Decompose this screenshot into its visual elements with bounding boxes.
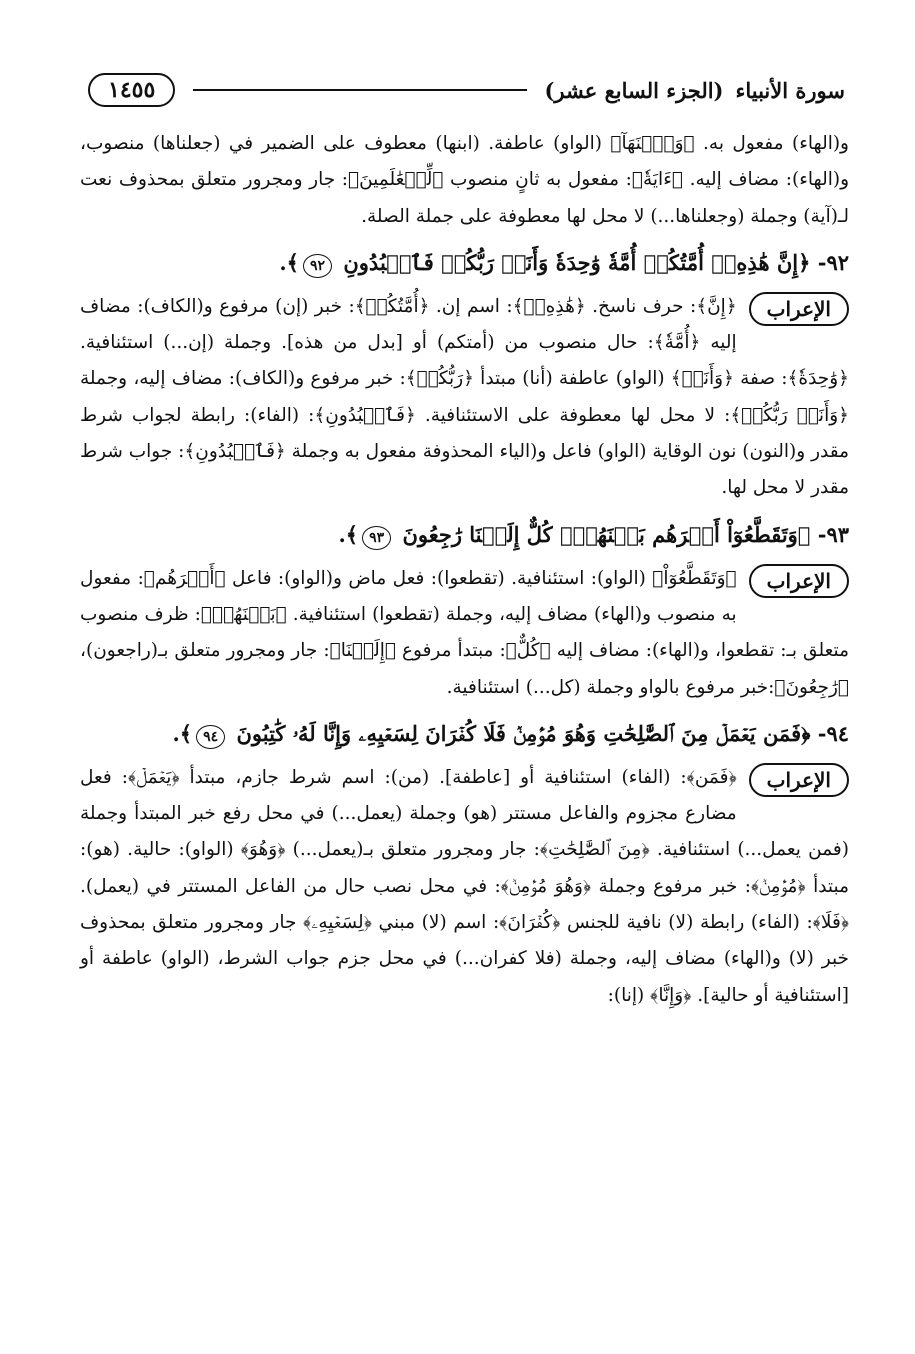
verse-close: ﴾. [338,521,359,547]
verse-92 [80,243,849,283]
verse-text: ﴿وَتَقَطَّعُوٓاْ أَمۡرَهُم بَيۡنَهُمۡۖ كُلٌّ إِلَيۡنَا رَٰجِعُونَ [402,521,811,547]
verse-text: ﴿إِنَّ هَٰذِهِۦٓ أُمَّتُكُمۡ أُمَّةٗ وَٰحِدَةٗ وَأَنَا۠ رَبُّكُمۡ فَٱعۡبُدُونِ [343,249,811,275]
verse-number: ٩٣- [817,521,849,547]
irab-badge: الإعراب [749,292,849,326]
page-number: ١٤٥٥ [88,73,175,107]
irab-badge: الإعراب [749,564,849,598]
page-body [80,126,849,1020]
irab-section-92 [80,289,849,507]
header-rule [193,89,526,91]
ayah-end-marker-icon: ٩٣ [362,526,391,550]
verse-number: ٩٢- [817,249,849,275]
irab-badge: الإعراب [749,763,849,797]
surah-name: سورة الأنبياء [735,77,845,103]
header-title [545,78,846,103]
paragraph-continuation: و(الهاء) مفعول به. ﴿وَٱبۡنَهَآ﴾ (الواو) عاطفة. (ابنها) معطوف على الضمير في (جعلناها) منصوب، و(الهاء): مضاف إليه. ﴿ءَايَةٗ﴾: مفعول به ثانٍ منصوب ﴿لِّلۡعَٰلَمِينَ﴾: جار ومجرور متعلق بمحذوف نعت لـ(آية) وجملة (وجعلناها...) لا محل لها معطوفة على جملة الصلة. [80,133,849,227]
verse-93 [80,515,849,555]
verse-text: ﴿فَمَن يَعۡمَلۡ مِنَ ٱلصَّٰلِحَٰتِ وَهُوَ مُؤۡمِنٞ فَلَا كُفۡرَانَ لِسَعۡيِهِۦ وَإِنَّا لَهُۥ كَٰتِبُونَ [236,720,811,746]
verse-close: ﴾. [172,720,193,746]
ayah-end-marker-icon: ٩٤ [196,725,225,749]
juz-label: (الجزء السابع عشر) [544,77,724,103]
verse-number: ٩٤- [817,720,849,746]
page-header [88,66,845,114]
irab-text: ﴿فَمَن﴾: (الفاء) استئنافية أو [عاطفة]. (من): اسم شرط جازم، مبتدأ ﴿يَعۡمَلۡ﴾: فعل مضارع مجزوم والفاعل مستتر (هو) وجملة (يعمل...) في محل رفع خبر المبتدأ وجملة (فمن يعمل...) استئنافية. ﴿مِنَ ٱلصَّٰلِحَٰتِ﴾: جار ومجرور متعلق بـ(يعمل...) ﴿وَهُوَ﴾ (الواو): حالية. (هو): مبتدأ ﴿مُؤۡمِنٞ﴾: خبر مرفوع وجملة ﴿وَهُوَ مُؤۡمِنٞ﴾: في محل نصب حال من الفاعل المستتر في (يعمل). ﴿فَلَا﴾: (الفاء) رابطة (لا) نافية للجنس ﴿كُفۡرَانَ﴾: اسم (لا) مبني ﴿لِسَعۡيِهِۦ﴾ جار ومجرور متعلق بمحذوف خبر (لا) و(الهاء) مضاف إليه، وجملة (فلا كفران...) في محل جزم جواب الشرط، (الواو) عاطفة أو [استئنافية أو حالية]. ﴿وَإِنَّا﴾ (إنا): [80,766,849,1006]
irab-section-94 [80,760,849,1014]
ayah-end-marker-icon: ٩٢ [303,254,332,278]
verse-close: ﴾. [279,249,299,275]
verse-94 [80,714,849,754]
irab-text: ﴿وَتَقَطَّعُوٓاْ﴾ (الواو): استئنافية. (تقطعوا): فعل ماض و(الواو): فاعل ﴿أَمۡرَهُم﴾: مفعول به منصوب و(الهاء) مضاف إليه، وجملة (تقطعوا) استئنافية. ﴿بَيۡنَهُمۡ﴾: ظرف منصوب متعلق بـ: تقطعوا، و(الهاء): مضاف إليه ﴿كُلٌّ﴾: مبتدأ مرفوع ﴿إِلَيۡنَا﴾: جار ومجرور متعلق بـ(راجعون)، ﴿رَٰجِعُونَ﴾:خبر مرفوع بالواو وجملة (كل...) استئنافية. [80,567,849,698]
irab-text: ﴿إِنَّ﴾: حرف ناسخ. ﴿هَٰذِهِۦٓ﴾: اسم إن. ﴿أُمَّتُكُمۡ﴾: خبر (إن) مرفوع و(الكاف): مضاف إليه ﴿أُمَّةٗ﴾: حال منصوب من (أمتكم) أو [بدل من هذه]. وجملة (إن...) استئنافية. ﴿وَٰحِدَةٗ﴾: صفة ﴿وَأَنَا۠﴾ (الواو) عاطفة (أنا) مبتدأ ﴿رَبُّكُمۡ﴾: خبر مرفوع و(الكاف): مضاف إليه، وجملة ﴿وَأَنَا۠ رَبُّكُمۡ﴾: لا محل لها معطوفة على الاستئنافية. ﴿فَٱعۡبُدُونِ﴾: (الفاء): رابطة لجواب شرط مقدر و(النون) نون الوقاية (الواو) فاعل و(الياء المحذوفة مفعول به وجملة ﴿فَٱعۡبُدُونِ﴾: جواب شرط مقدر لا محل لها. [80,295,849,499]
irab-section-93 [80,561,849,706]
